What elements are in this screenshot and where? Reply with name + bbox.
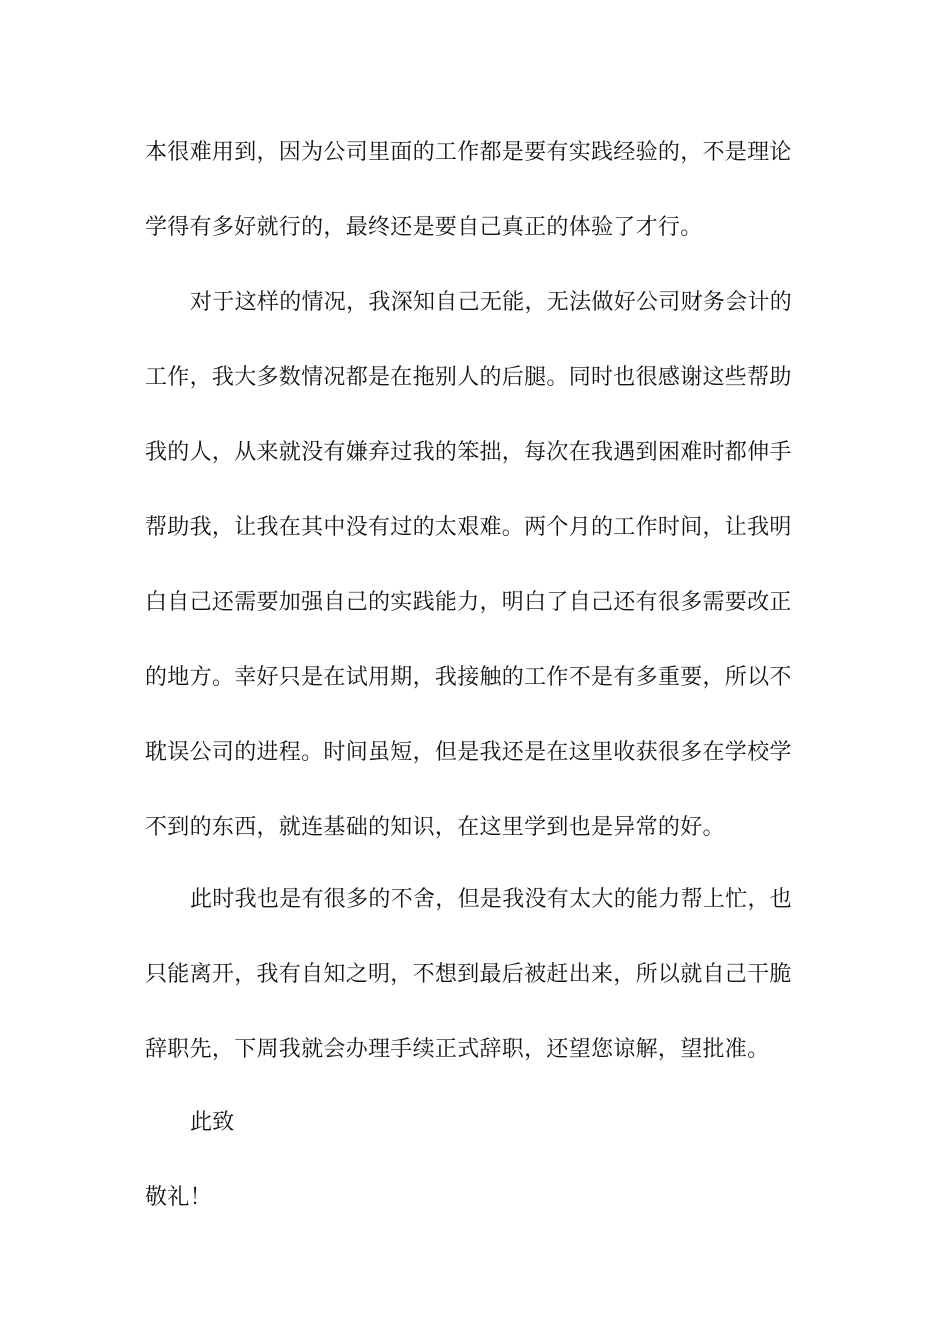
paragraph-line: 学得有多好就行的，最终还是要自己真正的体验了才行。 bbox=[145, 215, 703, 240]
paragraph-line: 不到的东西，就连基础的知识，在这里学到也是异常的好。 bbox=[145, 815, 725, 840]
paragraph-line: 辞职先，下周我就会办理手续正式辞职，还望您谅解，望批准。 bbox=[145, 1037, 770, 1062]
paragraph-line: 白自己还需要加强自己的实践能力，明白了自己还有很多需要改正 bbox=[145, 590, 792, 615]
paragraph-line: 的地方。幸好只是在试用期，我接触的工作不是有多重要，所以不 bbox=[145, 665, 792, 690]
paragraph-line: 本很难用到，因为公司里面的工作都是要有实践经验的，不是理论 bbox=[145, 140, 792, 165]
salutation: 敬礼！ bbox=[145, 1185, 212, 1210]
paragraph-line: 对于这样的情况，我深知自己无能，无法做好公司财务会计的 bbox=[190, 290, 793, 315]
paragraph-line: 此时我也是有很多的不舍，但是我没有太大的能力帮上忙，也 bbox=[190, 887, 793, 912]
paragraph-line: 帮助我，让我在其中没有过的太艰难。两个月的工作时间，让我明 bbox=[145, 515, 792, 540]
paragraph-line: 工作，我大多数情况都是在拖别人的后腿。同时也很感谢这些帮助 bbox=[145, 365, 792, 390]
paragraph-line: 耽误公司的进程。时间虽短，但是我还是在这里收获很多在学校学 bbox=[145, 740, 792, 765]
closing-phrase: 此致 bbox=[190, 1110, 235, 1135]
paragraph-line: 我的人，从来就没有嫌弃过我的笨拙，每次在我遇到困难时都伸手 bbox=[145, 440, 792, 465]
paragraph-line: 只能离开，我有自知之明，不想到最后被赶出来，所以就自己干脆 bbox=[145, 962, 792, 987]
